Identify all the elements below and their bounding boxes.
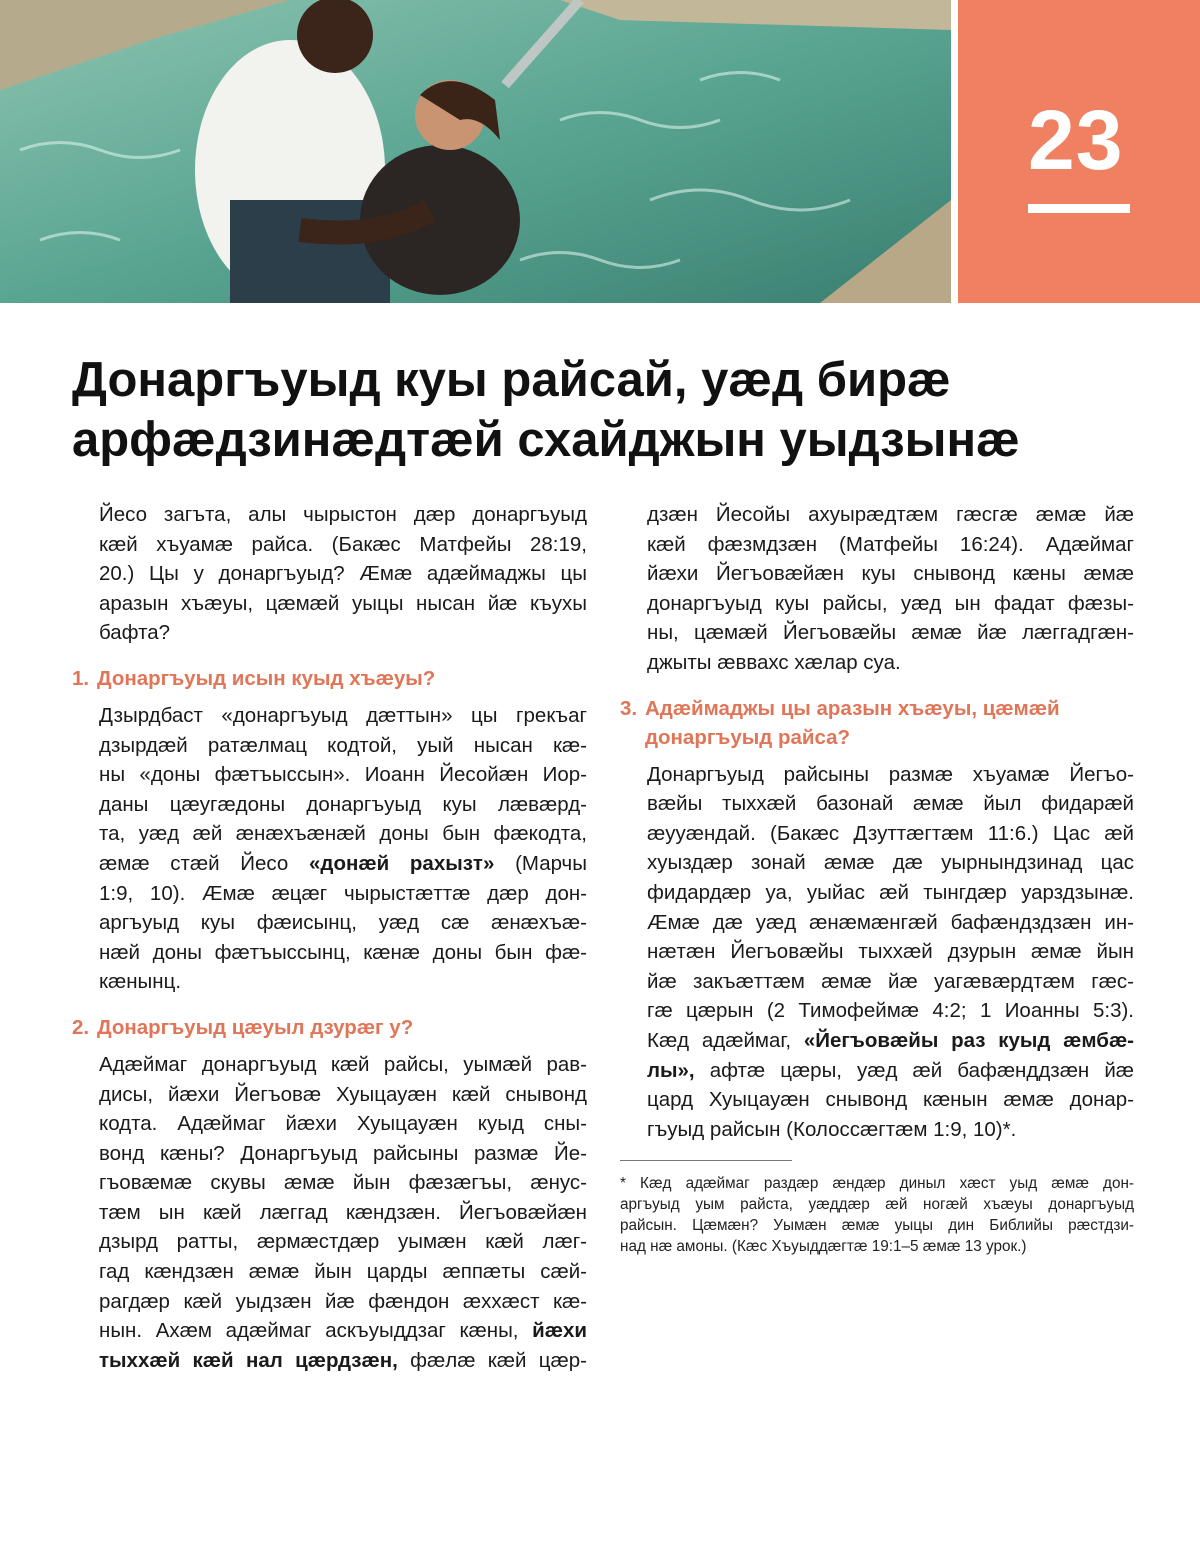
text-line — [99, 1287, 587, 1317]
text-span: джыты æввахс хæлар суа. — [647, 650, 901, 674]
heading-line — [620, 694, 1134, 723]
columns — [72, 500, 1134, 1375]
footnote-line: аргъуыд уым райста, уæддæр æй ногæй хъæуы донаргъуыд — [620, 1196, 1134, 1214]
text-span: рагдæр кæй уыдзæн йæ фæндон æххæст кæ- — [99, 1289, 587, 1313]
bold-text: тыххæй кæй нал цæрдзæн, — [99, 1348, 398, 1372]
text-span: фидардæр уа, уыйас æй тынгдæр уарздзынæ. — [647, 880, 1134, 904]
baptism-photo — [0, 0, 951, 303]
text-span: гад кæндзæн æмæ йын царды æппæты сæй- — [99, 1260, 587, 1284]
text-line — [99, 1139, 587, 1169]
text-line — [647, 878, 1134, 908]
text-span: нæй доны фæтъыссынц, кæнæ доны бын фæ- — [99, 940, 587, 964]
text-line — [99, 1080, 587, 1110]
heading-line — [620, 723, 1134, 752]
section-2 — [72, 1013, 587, 1376]
text-line — [647, 559, 1134, 589]
heading-text: донаргъуыд райса? — [645, 725, 851, 749]
text-span: нын. Ахæм адæймаг аскъуыддзаг кæны, — [99, 1319, 533, 1343]
section-2-continued — [647, 500, 1134, 678]
text-span: нæтæн Йегъовæйы тыххæй дзурын æмæ йын — [647, 940, 1134, 964]
text-line — [647, 1026, 1134, 1056]
section-body — [647, 760, 1134, 1145]
text-line — [647, 589, 1134, 619]
text-line — [647, 760, 1134, 790]
text-line — [647, 996, 1134, 1026]
footnote-divider — [620, 1160, 792, 1161]
text-span: фæлæ кæй цæр- — [397, 1348, 588, 1372]
text-span: Донаргъуыд райсыны размæ хъуамæ Йегъо- — [647, 762, 1134, 786]
text-line — [99, 1050, 587, 1080]
text-span: кодта. Адæймаг йæхи Хуыцауæн куыд сны- — [99, 1112, 587, 1136]
text-span: Кæд адæймаг, — [647, 1028, 804, 1052]
text-span: æмæ стæй Йесо — [99, 851, 310, 875]
bold-text: «Йегъовæйы раз куыд æмбæ- — [803, 1028, 1134, 1052]
text-line — [99, 1109, 587, 1139]
text-span: (Марчы — [494, 851, 587, 875]
text-span: вæйы тыххæй базонай æмæ йыл фидарæй — [647, 792, 1134, 816]
text-line — [647, 937, 1134, 967]
section-body — [99, 701, 587, 997]
text-span: цард Хуыцауæн снывонд кæнын æмæ донар- — [647, 1088, 1134, 1112]
heading-line — [72, 1013, 587, 1042]
section-number: 3. — [620, 696, 638, 720]
text-span: йæхи Йегъовæйæн куы снывонд кæны æмæ — [647, 562, 1134, 586]
text-span: донаргъуыд куы райсы, уæд ын фадат фæзы- — [647, 591, 1134, 615]
text-line — [99, 1257, 587, 1287]
text-span: Йесо загъта, алы чырыстон дæр донаргъуыд — [99, 503, 587, 526]
text-line — [99, 760, 587, 790]
heading-text: Донаргъуыд исын куыд хъæуы? — [97, 666, 436, 690]
section-number: 2. — [72, 1015, 90, 1039]
text-line — [647, 648, 1134, 678]
text-line — [99, 908, 587, 938]
text-span: дзырд ратты, æрмæстдæр уымæн кæй лæг- — [99, 1230, 587, 1254]
text-line — [647, 500, 1134, 530]
text-span: аразын хъæуы, цæмæй уыцы нысан йæ къухы — [99, 591, 587, 615]
text-line — [647, 819, 1134, 849]
intro-paragraph — [99, 500, 587, 648]
heading-text: Адæймаджы цы аразын хъæуы, цæмæй — [645, 696, 1060, 720]
bold-text: йæхи — [532, 1319, 587, 1343]
section-1 — [72, 664, 587, 997]
footnote-line: над нæ амоны. (Кæс Хъуыддæгтæ 19:1–5 æмæ 13 урок.) — [620, 1238, 1027, 1256]
text-span: афтæ цæры, уæд æй бафæнддзæн йæ — [694, 1058, 1134, 1082]
lesson-number: 23 — [1028, 93, 1124, 187]
text-line — [99, 849, 587, 879]
section-3 — [620, 694, 1134, 1145]
text-span: Дзырдбаст «донаргъуыд дæттын» цы грекъаг — [99, 703, 587, 727]
text-span: дисы, йæхи Йегъовæ Хуыцауæн кæй снывонд — [99, 1082, 587, 1106]
right-column — [620, 500, 1134, 1375]
title-line: арфæдзинæдтæй схайджын уыдзынæ — [72, 413, 1020, 467]
text-line — [99, 559, 587, 589]
text-line — [99, 731, 587, 761]
text-span: йæ закъæттæм æмæ йæ уагæвæрдтæм гæс- — [647, 969, 1134, 993]
bold-text: лы», — [647, 1058, 695, 1082]
text-line — [99, 879, 587, 909]
text-line — [647, 618, 1134, 648]
text-span: тæм ын кæй лæггад кæндзæн. Йегъовæйæн — [99, 1200, 587, 1224]
text-line — [647, 1056, 1134, 1086]
text-span: Адæймаг донаргъуыд кæй райсы, уымæй рав- — [99, 1052, 587, 1076]
text-line — [99, 589, 587, 619]
bold-text: «донæй рахызт» — [309, 851, 495, 875]
text-span: ны «доны фæтъыссын». Иоанн Йесойæн Иор- — [99, 763, 587, 787]
text-span: æууæндай. (Бакæс Дзуттæгтæм 11:6.) Цас æй — [647, 821, 1134, 845]
text-line — [99, 618, 587, 648]
text-line — [647, 848, 1134, 878]
text-span: 1:9, 10). Æмæ æцæг чырыстæттæ дæр дон- — [99, 881, 587, 905]
text-span: дзырдæй ратæлмац кодтой, уый нысан кæ- — [99, 733, 587, 757]
baptism-illustration — [0, 0, 951, 303]
text-line — [99, 938, 587, 968]
footnote-line: * Кæд адæймаг раздæр æндæр диныл хæст уыд æмæ дон- — [620, 1175, 1134, 1193]
footnote-line: райсын. Цæмæн? Уымæн æмæ уыцы дин Библийы рæстдзи- — [620, 1217, 1134, 1235]
text-line — [99, 1227, 587, 1257]
text-line — [99, 1316, 587, 1346]
text-line — [99, 790, 587, 820]
heading-text: Донаргъуыд цæуыл дзурæг у? — [97, 1015, 414, 1039]
page-title — [72, 350, 1134, 470]
section-heading — [72, 1013, 587, 1042]
text-span: дзæн Йесойы ахуырæдтæм гæсгæ æмæ йæ — [647, 503, 1134, 526]
text-line — [647, 1085, 1134, 1115]
text-span: та, уæд æй æнæхъæнæй доны бын фæкодта, — [99, 822, 587, 846]
left-column — [72, 500, 587, 1375]
text-line — [99, 967, 587, 997]
text-line — [99, 1346, 587, 1376]
section-number: 1. — [72, 666, 90, 690]
heading-line — [72, 664, 587, 693]
lesson-number-underline — [1028, 204, 1130, 213]
text-line — [647, 967, 1134, 997]
text-span: кæй хъуамæ райса. (Бакæс Матфейы 28:19, — [99, 532, 587, 556]
text-line — [647, 1115, 1134, 1145]
text-span: вонд кæны? Донаргъуыд райсыны размæ Йе- — [99, 1141, 587, 1165]
section-heading — [72, 664, 587, 693]
text-span: ны, цæмæй Йегъовæйы æмæ йæ лæггадгæн- — [647, 621, 1134, 645]
text-span: гæ цæрын (2 Тимофеймæ 4:2; 1 Иоанны 5:3). — [647, 999, 1134, 1023]
text-span: аргъуыд куы фæисынц, уæд сæ æнæхъæ- — [99, 911, 587, 935]
text-line — [99, 500, 587, 530]
text-span: кæй фæзмдзæн (Матфейы 16:24). Адæймаг — [647, 532, 1134, 556]
text-span: даны цæугæдоны донаргъуыд куы лæвæрд- — [99, 792, 587, 816]
footnote — [620, 1173, 1134, 1257]
text-line — [99, 1168, 587, 1198]
main-content — [72, 350, 1134, 1375]
text-span: кæнынц. — [99, 970, 182, 994]
text-span: гъуыд райсын (Колоссæгтæм 1:9, 10)*. — [647, 1117, 1017, 1141]
text-line — [647, 530, 1134, 560]
section-body — [99, 1050, 587, 1376]
text-span: 20.) Цы у донаргъуыд? Æмæ адæймаджы цы — [99, 562, 587, 586]
text-line — [99, 530, 587, 560]
text-span: бафта? — [99, 621, 171, 645]
text-span: хуыздæр зонай æмæ дæ уырнындзинад цас — [647, 851, 1134, 875]
text-line — [99, 1198, 587, 1228]
section-heading — [620, 694, 1134, 752]
lesson-number-badge — [958, 0, 1200, 303]
text-span: Æмæ дæ уæд æнæмæнгæй бафæндздзæн ин- — [647, 910, 1134, 934]
text-line — [647, 908, 1134, 938]
text-line — [99, 819, 587, 849]
text-line — [647, 789, 1134, 819]
text-line — [99, 701, 587, 731]
title-line: Донаргъуыд куы райсай, уæд бирæ — [72, 353, 951, 407]
text-span: гъовæмæ скувы æмæ йын фæзæгъы, æнус- — [99, 1171, 587, 1195]
